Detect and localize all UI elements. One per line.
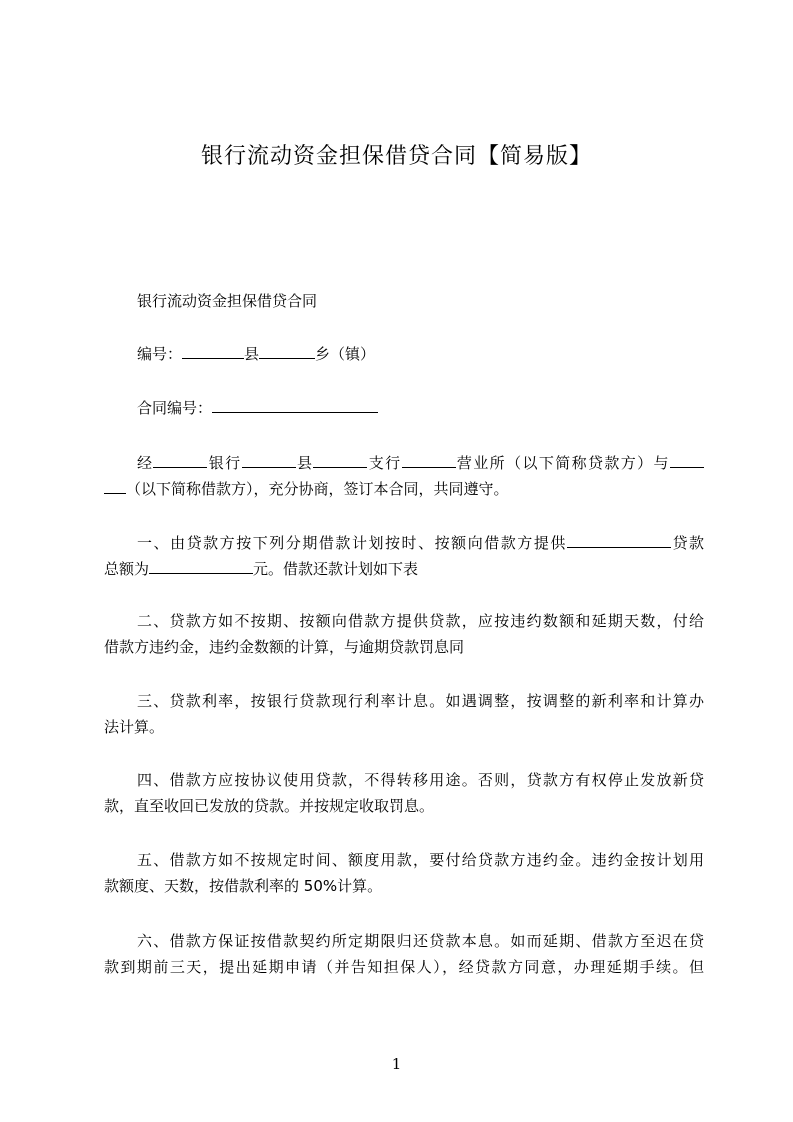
intro-paragraph	[104, 450, 704, 502]
clause-5	[104, 847, 704, 899]
clause-2	[104, 608, 704, 660]
clause-6	[104, 928, 704, 980]
contract-number-label: 合同编号：	[137, 399, 213, 417]
contract-subtitle: 银行流动资金担保借贷合同	[137, 292, 318, 310]
page-number: 1	[391, 1055, 402, 1073]
paragraph-line: 总额为 元。借款还款计划如下表	[104, 560, 419, 578]
paragraph-line: 款额度、天数，按借款利率的 50%计算。	[104, 877, 383, 895]
blank-field	[313, 453, 367, 468]
paragraph-line: 三、贷款利率，按银行贷款现行利率计息。如遇调整，按调整的新利率和计算办	[137, 692, 704, 710]
blank-field	[182, 344, 244, 359]
paragraph-line: 四、借款方应按协议使用贷款，不得转移用途。否则，贷款方有权停止发放新贷	[137, 771, 704, 789]
clause-3	[104, 688, 704, 740]
paragraph-line: 借款方违约金，违约金数额的计算，与逾期贷款罚息同	[104, 638, 465, 656]
blank-field	[153, 453, 207, 468]
paragraph-line: 经 银行 县 支行 营业所（以下简称贷款方）与	[104, 450, 704, 476]
blank-field	[259, 344, 315, 359]
number-county: 县	[244, 345, 260, 363]
blank-field	[670, 453, 704, 468]
paragraph-line: 款到期前三天，提出延期申请（并告知担保人），经贷款方同意，办理延期手续。但	[104, 958, 704, 976]
blank-field	[567, 533, 671, 548]
clause-1	[104, 530, 704, 582]
paragraph-line: 法计算。	[104, 718, 165, 736]
blank-field	[104, 479, 126, 494]
blank-field	[212, 398, 378, 413]
blank-field	[242, 453, 296, 468]
blank-field	[402, 453, 456, 468]
paragraph-line: 一、由贷款方按下列分期借款计划按时、按额向借款方提供 贷款	[137, 534, 704, 552]
paragraph-line: 款，直至收回已发放的贷款。并按规定收取罚息。	[104, 797, 435, 815]
paragraph-line: 五、借款方如不按规定时间、额度用款，要付给贷款方违约金。违约金按计划用	[137, 851, 704, 869]
paragraph-line: 六、借款方保证按借款契约所定期限归还贷款本息。如而延期、借款方至迟在贷	[137, 932, 704, 950]
number-line	[137, 341, 737, 367]
number-label: 编号：	[137, 345, 183, 363]
clause-4	[104, 767, 704, 819]
paragraph-line: （以下简称借款方），充分协商，签订本合同，共同遵守。	[104, 476, 704, 502]
blank-field	[149, 559, 253, 574]
paragraph-line: 二、贷款方如不按期、按额向借款方提供贷款，应按违约数额和延期天数，付给	[137, 612, 704, 630]
number-town: 乡（镇）	[315, 345, 376, 363]
contract-number-line	[137, 395, 737, 421]
document-title: 银行流动资金担保借贷合同【简易版】	[200, 144, 592, 169]
